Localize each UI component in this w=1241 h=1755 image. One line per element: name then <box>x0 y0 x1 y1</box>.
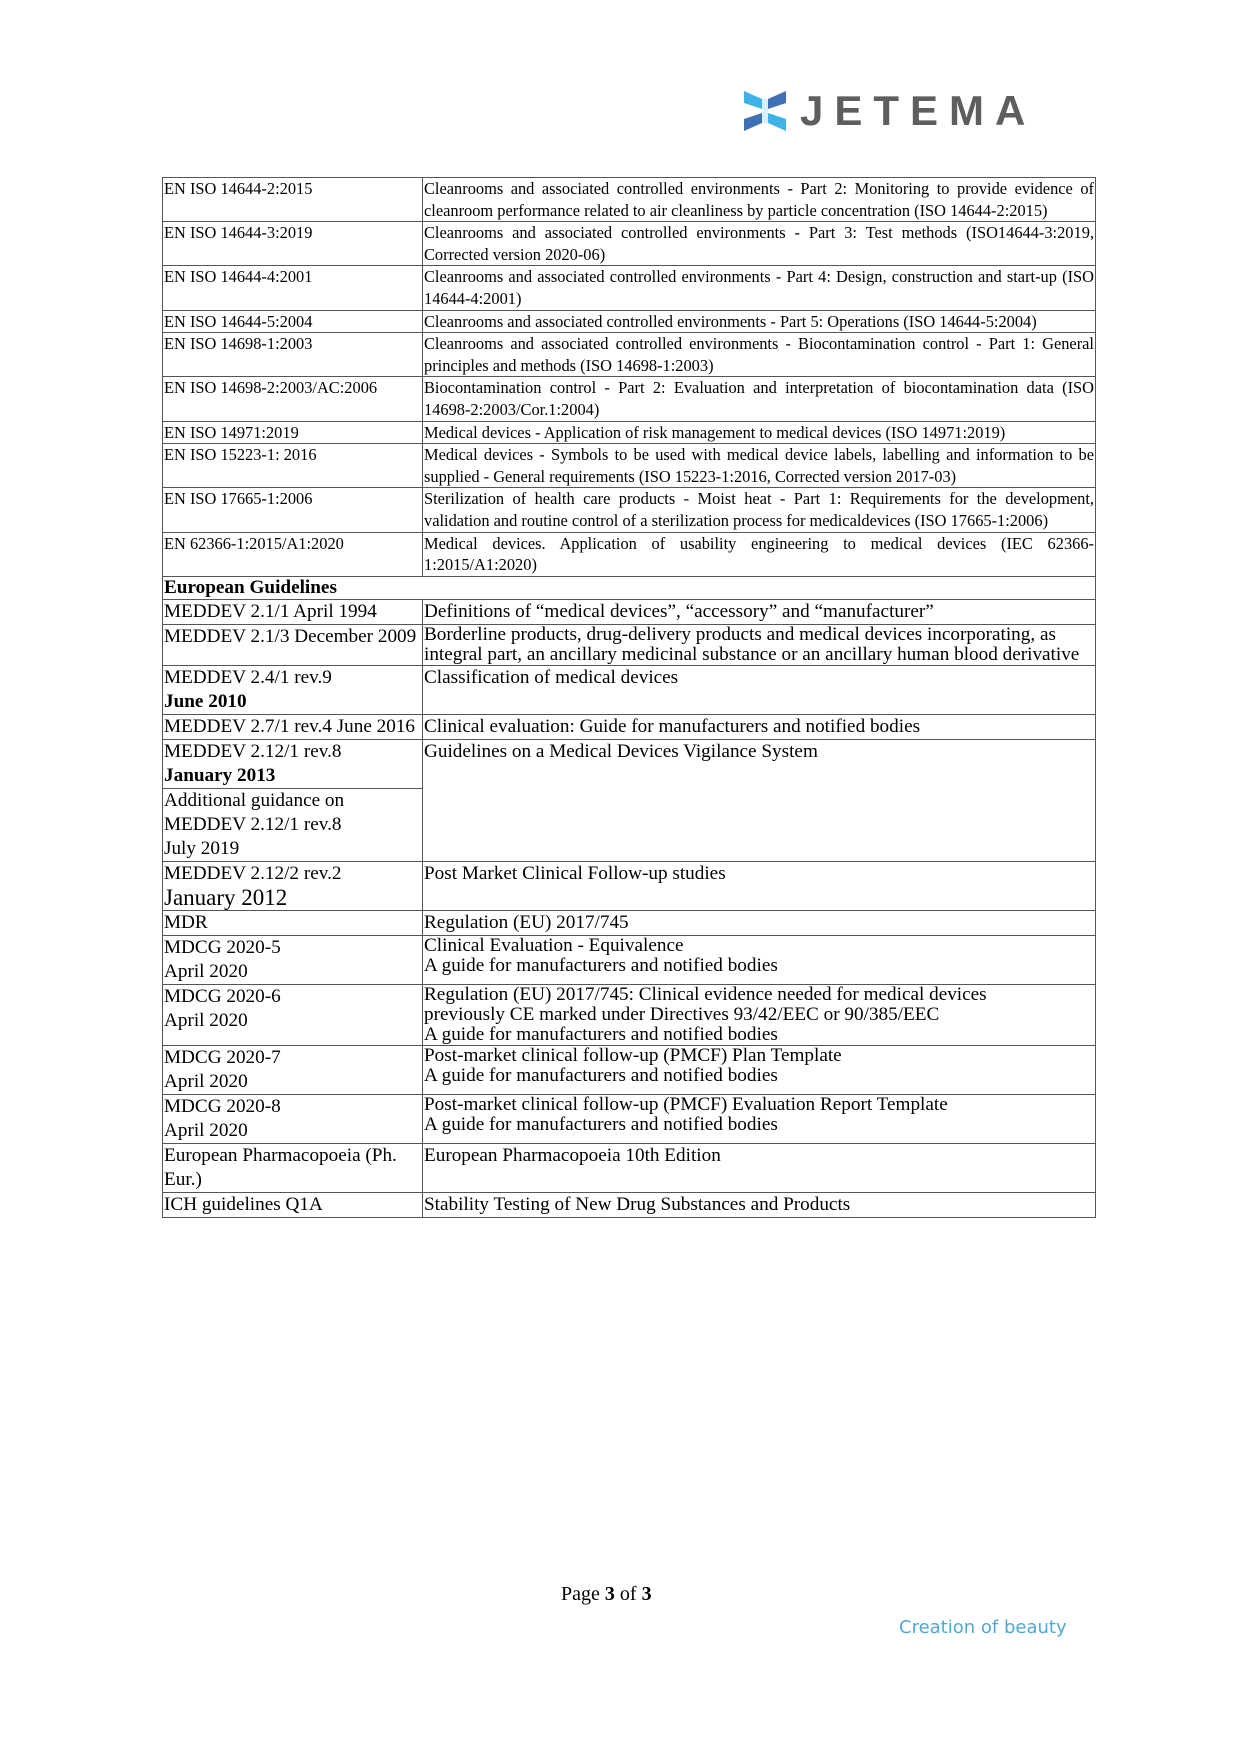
standard-description: Cleanrooms and associated controlled environments - Part 3: Test methods (ISO14644-3:2019, Corrected version 2020-06) <box>423 222 1096 266</box>
company-tagline: Creation of beauty <box>899 1617 1067 1638</box>
guideline-desc-line: A guide for manufacturers and notified bodies <box>424 954 778 976</box>
guideline-ref: MEDDEV 2.7/1 rev.4 June 2016 <box>163 714 423 739</box>
standard-description: Cleanrooms and associated controlled environments - Part 2: Monitoring to provide evidence of cleanroom performance related to air cleanliness by particle concentration (ISO 14644-2:2015) <box>423 178 1096 222</box>
table-row <box>163 444 1096 488</box>
guideline-ref-title: MEDDEV 2.4/1 rev.9 <box>164 666 332 688</box>
guideline-desc-line: Post-market clinical follow-up (PMCF) Evaluation Report Template <box>424 1093 948 1115</box>
table-row <box>163 739 1096 788</box>
guideline-ref-title: MDCG 2020-7 <box>164 1046 281 1068</box>
page-label: Page <box>561 1583 600 1605</box>
guideline-ref <box>163 739 423 788</box>
table-row <box>163 984 1096 1045</box>
guideline-ref <box>163 861 423 910</box>
standard-ref: EN ISO 17665-1:2006 <box>163 488 423 532</box>
guideline-desc-line: A guide for manufacturers and notified bodies <box>424 1023 778 1045</box>
section-heading: European Guidelines <box>163 576 1096 599</box>
guideline-desc-line: A guide for manufacturers and notified bodies <box>424 1113 778 1135</box>
table-row <box>163 266 1096 310</box>
guideline-ref <box>163 665 423 714</box>
standard-description: Cleanrooms and associated controlled environments - Biocontamination control - Part 1: General principles and methods (ISO 14698-1:2003) <box>423 333 1096 377</box>
guideline-description: European Pharmacopoeia 10th Edition <box>423 1143 1096 1192</box>
guideline-ref: European Pharmacopoeia (Ph. Eur.) <box>163 1143 423 1192</box>
standard-description: Medical devices - Application of risk management to medical devices (ISO 14971:2019) <box>423 421 1096 444</box>
guideline-description: Regulation (EU) 2017/745 <box>423 910 1096 935</box>
table-row <box>163 1192 1096 1217</box>
guideline-desc-line: Post-market clinical follow-up (PMCF) Plan Template <box>424 1044 842 1066</box>
standard-description: Medical devices. Application of usability engineering to medical devices (IEC 62366-1:2015/A1:2020) <box>423 532 1096 576</box>
guideline-desc-line: A guide for manufacturers and notified bodies <box>424 1064 778 1086</box>
guideline-ref: ICH guidelines Q1A <box>163 1192 423 1217</box>
guideline-ref-title: MDCG 2020-6 <box>164 985 281 1007</box>
standard-ref: EN ISO 14698-1:2003 <box>163 333 423 377</box>
table-row <box>163 222 1096 266</box>
guideline-ref-date: January 2012 <box>164 884 288 910</box>
guideline-ref-date: January 2013 <box>164 764 276 786</box>
standards-table <box>162 177 1096 1218</box>
standard-description: Biocontamination control - Part 2: Evaluation and interpretation of biocontamination data (ISO 14698-2:2003/Cor.1:2004) <box>423 377 1096 421</box>
guideline-description <box>423 984 1096 1045</box>
guideline-description: Clinical evaluation: Guide for manufacturers and notified bodies <box>423 714 1096 739</box>
page-number <box>561 1583 652 1606</box>
guideline-description: Definitions of “medical devices”, “accessory” and “manufacturer” <box>423 599 1096 624</box>
table-row <box>163 935 1096 984</box>
guideline-ref <box>163 788 423 861</box>
standard-ref: EN ISO 15223-1: 2016 <box>163 444 423 488</box>
page-current: 3 <box>604 1583 615 1605</box>
standard-ref: EN ISO 14971:2019 <box>163 421 423 444</box>
guideline-desc-line: Clinical Evaluation - Equivalence <box>424 934 684 956</box>
guideline-desc-line: previously CE marked under Directives 93/42/EEC or 90/385/EEC <box>424 1003 940 1025</box>
guideline-description: Guidelines on a Medical Devices Vigilance System <box>423 739 1096 861</box>
standard-description: Cleanrooms and associated controlled environments - Part 4: Design, construction and start-up (ISO 14644-4:2001) <box>423 266 1096 310</box>
guideline-ref <box>163 984 423 1045</box>
page-total: 3 <box>641 1583 652 1605</box>
table-row <box>163 714 1096 739</box>
guideline-ref: MDR <box>163 910 423 935</box>
guideline-ref-title: MEDDEV 2.12/2 rev.2 <box>164 862 342 884</box>
guideline-ref-date: April 2020 <box>164 1070 248 1092</box>
guideline-ref-date: June 2010 <box>164 690 247 712</box>
table-row <box>163 599 1096 624</box>
table-row <box>163 1094 1096 1143</box>
jetema-x-logo-icon <box>742 87 788 135</box>
section-heading-row <box>163 576 1096 599</box>
guideline-ref-title: MDCG 2020-8 <box>164 1095 281 1117</box>
guideline-ref-line: MEDDEV 2.12/1 rev.8 <box>164 813 342 835</box>
standard-ref: EN 62366-1:2015/A1:2020 <box>163 532 423 576</box>
table-row <box>163 333 1096 377</box>
logo-wordmark: JETEMA <box>800 87 1037 134</box>
page-of-label: of <box>619 1583 637 1605</box>
guideline-description <box>423 935 1096 984</box>
table-row <box>163 421 1096 444</box>
table-row <box>163 861 1096 910</box>
table-row <box>163 910 1096 935</box>
guideline-ref <box>163 1094 423 1143</box>
guideline-description: Post Market Clinical Follow-up studies <box>423 861 1096 910</box>
standard-description: Sterilization of health care products - Moist heat - Part 1: Requirements for the development, validation and routine control of a sterilization process for medicaldevices (ISO 17665-1:2006) <box>423 488 1096 532</box>
standard-ref: EN ISO 14644-4:2001 <box>163 266 423 310</box>
guideline-ref <box>163 1045 423 1094</box>
table-row <box>163 1045 1096 1094</box>
guideline-ref-title: MEDDEV 2.12/1 rev.8 <box>164 740 342 762</box>
table-row <box>163 310 1096 333</box>
standard-ref: EN ISO 14644-3:2019 <box>163 222 423 266</box>
guideline-description: Stability Testing of New Drug Substances and Products <box>423 1192 1096 1217</box>
guideline-ref-date: July 2019 <box>164 837 240 859</box>
standard-ref: EN ISO 14644-2:2015 <box>163 178 423 222</box>
table-row <box>163 1143 1096 1192</box>
guideline-ref: MEDDEV 2.1/3 December 2009 <box>163 624 423 665</box>
table-row <box>163 532 1096 576</box>
table-row <box>163 377 1096 421</box>
table-row <box>163 624 1096 665</box>
table-row <box>163 665 1096 714</box>
guideline-description: Borderline products, drug-delivery products and medical devices incorporating, as integral part, an ancillary medicinal substance or an ancillary human blood derivative <box>423 624 1096 665</box>
guideline-ref-date: April 2020 <box>164 960 248 982</box>
guideline-description <box>423 1094 1096 1143</box>
guideline-ref-line: Additional guidance on <box>164 789 345 811</box>
table-row <box>163 178 1096 222</box>
standard-ref: EN ISO 14644-5:2004 <box>163 310 423 333</box>
guideline-ref <box>163 935 423 984</box>
standard-description: Cleanrooms and associated controlled environments - Part 5: Operations (ISO 14644-5:2004) <box>423 310 1096 333</box>
table-row <box>163 488 1096 532</box>
company-logo <box>742 86 1036 136</box>
guideline-description <box>423 1045 1096 1094</box>
standard-ref: EN ISO 14698-2:2003/AC:2006 <box>163 377 423 421</box>
guideline-ref-date: April 2020 <box>164 1119 248 1141</box>
guideline-ref-date: April 2020 <box>164 1009 248 1031</box>
standard-description: Medical devices - Symbols to be used with medical device labels, labelling and information to be supplied - General requirements (ISO 15223-1:2016, Corrected version 2017-03) <box>423 444 1096 488</box>
guideline-ref: MEDDEV 2.1/1 April 1994 <box>163 599 423 624</box>
guideline-ref-title: MDCG 2020-5 <box>164 936 281 958</box>
guideline-desc-line: Regulation (EU) 2017/745: Clinical evidence needed for medical devices <box>424 983 987 1005</box>
guideline-description: Classification of medical devices <box>423 665 1096 714</box>
